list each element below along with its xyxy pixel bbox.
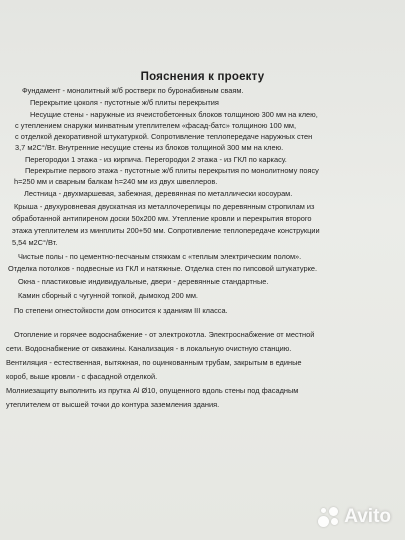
avito-watermark bbox=[318, 506, 391, 528]
text-line: 5,54 м2С°/Вт. bbox=[12, 238, 58, 247]
text-line: обработанной антипиреном доски 50х200 мм. Утепление кровли и перекрытия второго bbox=[12, 214, 312, 223]
text-line: с утеплением снаружи минватным утеплителем «фасад-батс» толщиною 100 мм, bbox=[15, 121, 297, 130]
text-line: Камин сборный с чугунной топкой, дымоход 200 мм. bbox=[18, 291, 198, 300]
text-line: 3,7 м2С°/Вт. Внутренние несущие стены из блоков толщиной 300 мм на клею. bbox=[15, 143, 284, 152]
text-line: Несущие стены - наружные из ячеистобетонных блоков толщиною 300 мм на клею, bbox=[30, 110, 318, 119]
text-line: Перегородки 1 этажа - из кирпича. Перегородки 2 этажа - из ГКЛ по каркасу. bbox=[25, 155, 287, 164]
text-line: Вентиляция - естественная, вытяжная, по оцинкованным трубам, закрытым в единые bbox=[6, 358, 302, 367]
text-line: Перекрытие цоколя - пустотные ж/б плиты перекрытия bbox=[30, 98, 219, 107]
text-line: Окна - пластиковые индивидуальные, двери - деревянные стандартные. bbox=[18, 277, 269, 286]
text-line: с отделкой декоративной штукатуркой. Сопротивление теплопередаче наружных стен bbox=[15, 132, 313, 141]
text-line: короб, выше кровли - с фасадной отделкой. bbox=[6, 372, 158, 381]
text-line: утеплителем от высшей точки до контура заземления здания. bbox=[6, 400, 220, 409]
avito-watermark-text: Avito bbox=[344, 506, 391, 527]
text-line: Отопление и горячее водоснабжение - от электрокотла. Электроснабжение от местной bbox=[14, 330, 315, 339]
text-line: Чистые полы - по цементно-песчаным стяжкам с «теплым электрическим полом». bbox=[18, 252, 302, 261]
text-line: этажа утеплителем из минплиты 200+50 мм. Сопротивление теплопередаче конструкции bbox=[12, 226, 320, 235]
text-line: Отделка потолков - подвесные из ГКЛ и натяжные. Отделка стен по гипсовой штукатурке. bbox=[8, 264, 318, 273]
text-line: Молниезащиту выполнить из прутка Al Ø10, опущенного вдоль стены под фасадным bbox=[6, 386, 299, 395]
text-line: По степени огнестойкости дом относится к зданиям III класса. bbox=[14, 306, 228, 315]
text-line: Перекрытие первого этажа - пустотные ж/б плиты перекрытия по монолитному поясу bbox=[25, 166, 319, 175]
text-line: h=250 мм и сварным балкам h=240 мм из двух швеллеров. bbox=[14, 177, 218, 186]
avito-dots-icon bbox=[318, 506, 340, 528]
text-line: Лестница - двухмаршевая, забежная, деревянная по металлически косоурам. bbox=[24, 189, 293, 198]
page-title: Пояснения к проекту bbox=[140, 71, 265, 83]
text-line: сети. Водоснабжение от скважины. Канализация - в локальную очистную станцию. bbox=[6, 344, 292, 353]
text-line: Крыша - двухуровневая двускатная из металлочерепицы по деревянным стропилам из bbox=[14, 202, 315, 211]
text-line: Фундамент - монолитный ж/б ростверк по буронабивным сваям. bbox=[22, 86, 244, 95]
